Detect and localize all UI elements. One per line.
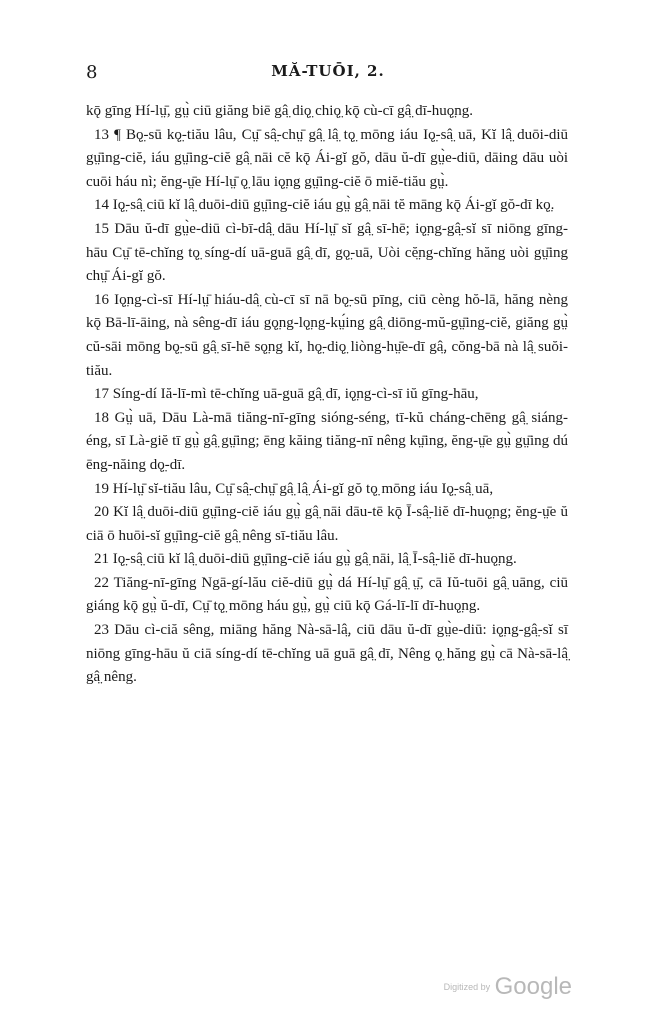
paragraph-continuation: kǭ gīng Hí-lṳ̄, gṳ̀ ciū giăng biē gâ̤ diǫ̤ chiǫ̤ kǭ cù-cī gâ̤ dī-huǫ̤ng. xyxy=(86,103,474,119)
verse-17: 17 Síng-dí Iă-lī-mì tē-chĭng uā-guā gâ̤ dī, iǫ̤ng-cì-sī iŭ gīng-hāu, xyxy=(94,386,479,403)
verse-14: 14 Iǫ̤-sâ̤ ciū kĭ lâ̤ duōi-diū gṳ̄ing-ciĕ iáu gṳ̀ gâ̤ nāi tĕ māng kǭ Ái-gĭ gŏ-dī kǫ̤. xyxy=(94,197,555,214)
watermark-brand-text: Google xyxy=(494,973,572,1000)
page-number: 8 xyxy=(86,62,98,83)
verse-15: 15 Dāu ŭ-dī gṳ̀e-diū cì-bī-dâ̤ dāu Hí-lṳ̄ sĭ gâ̤ sī-hē; iǫ̤ng-gâ̤-sĭ sī niōng gīng-hāu Cṳ̄ tē-chĭng tǫ̤ síng-dí uā-guā gâ̤ dī, gǫ̤-uā, Uòi cĕ̤ng-chĭng hăng uòi gṳ̄ing chṳ̄ Ái-gĭ gŏ. xyxy=(86,220,568,285)
running-title: MĂ-TUŌI, 2. xyxy=(271,62,385,80)
verse-18: 18 Gṳ̀ uā, Dāu Là-mā tiăng-nī-gīng sióng-séng, tī-kŭ cháng-chēng gâ̤ siáng-éng, sī Là-giĕ tī gṳ̀ gâ̤ gṳ̄ing; ēng kăing tiăng-nī nêng kṳ̄ing, ĕng-ṳ̄e gṳ̀ gṳ̄ing dú ēng-năing dǫ̤-dī. xyxy=(86,409,568,473)
body-text xyxy=(86,100,568,690)
verse-20: 20 Kĭ lâ̤ duōi-diū gṳ̄ing-ciĕ iáu gṳ̀ gâ̤ nāi dāu-tē kǭ Ī-sâ̤-liĕ dī-huǫ̤ng; ĕng-ṳ̄e ŭ ciā ō huōi-sĭ gṳ̄ing-ciĕ gâ̤ nêng sī-tiău lâu. xyxy=(86,504,568,544)
verse-22: 22 Tiăng-nī-gīng Ngā-gí-lău ciĕ-diū gṳ̀ dá Hí-lṳ̄ gâ̤ ṳ̄, cā Iŭ-tuōi gâ̤ uāng, ciū giáng kǭ gṳ̀ ŭ-dī, Cṳ̄ tǫ̤ mōng háu gṳ̀, gṳ̀ ciū kǭ Gá-lī-lī dī-huǫ̤ng. xyxy=(86,574,568,615)
digitized-watermark xyxy=(444,973,572,1001)
watermark-small-text: Digitized by xyxy=(443,982,491,992)
verse-19: 19 Hí-lṳ̄ sĭ-tiău lâu, Cṳ̄ sâ̤-chṳ̄ gâ̤ lâ̤ Ái-gĭ gŏ tǫ̤ mōng iáu Iǫ̤-sâ̤ uā, xyxy=(94,480,494,497)
page-header xyxy=(86,62,570,86)
verse-21: 21 Iǫ̤-sâ̤ ciū kĭ lâ̤ duōi-diū gṳ̄ing-ciĕ iáu gṳ̀ gâ̤ nāi, lâ̤ Ī-sâ̤-liĕ dī-huǫ̤ng. xyxy=(94,551,517,568)
verse-16: 16 Iǫ̤ng-cì-sī Hí-lṳ̄ hiáu-dâ̤ cù-cī sī nā bǫ̤-sū pīng, ciū cèng hŏ-lā, hăng nèng kǭ Bā-lī-āing, nà sêng-dī iáu gǫ̤ng-lǫ̤ng-kṳ́ing gâ̤ diōng-mŭ-gṳ̄ing-ciĕ, giăng gṳ̀ cŭ-sāi mōng bǫ̤-sū gâ̤ sī-hē sǫ̤ng kĭ, hǫ̤-diǫ̤ liòng-hṳ̄e-dī gâ̤, cŏng-bā nà lâ̤ suŏi-tiău. xyxy=(86,291,568,379)
verse-23: 23 Dāu cì-ciă sêng, miāng hăng Nà-sā-lâ̤, ciū dāu ŭ-dī gṳ̀e-diū: iǫ̤ng-gâ̤-sĭ sī niōng gīng-hāu ŭ ciā síng-dí tē-chĭng uā guā gâ̤ dī, Nêng ǫ̤ hăng gṳ̀ cā Nà-sā-lâ̤ gâ̤ nêng. xyxy=(86,622,568,686)
verse-13: 13 ¶ Bǫ̤-sū kǫ̤-tiău lâu, Cṳ̄ sâ̤-chṳ̄ gâ̤ lâ̤ tǫ̤ mōng iáu Iǫ̤-sâ̤ uā, Kĭ lâ̤ duōi-diū gṳ̄ing-ciĕ, iáu gṳ̄ing-ciĕ gâ̤ nāi cĕ kǭ Ái-gĭ gŏ, dāu ŭ-dī gṳ̀e-diū, dāing dāu uòi cuōi háu nì; ĕng-ṳ̄e Hí-lṳ̄ ǫ̤ lāu iǫ̤ng gṳ̄ing-ciĕ ō miĕ-tiău gṳ̀. xyxy=(86,126,568,190)
